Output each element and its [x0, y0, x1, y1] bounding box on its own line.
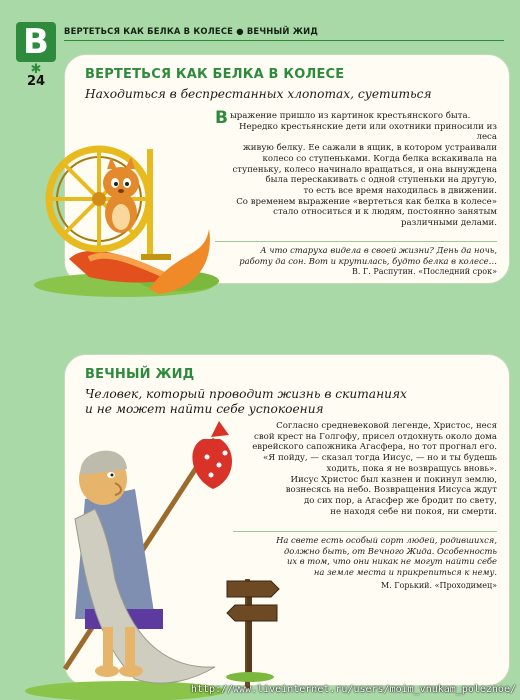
body-line: то есть все время находилась в движении.: [303, 185, 497, 196]
body-line: различными делами.: [401, 218, 497, 229]
page-number: 24: [26, 74, 46, 89]
body-line: до сих пор, а Агасфер же бродит по свету,: [303, 495, 497, 506]
quote-attribution: М. Горький. «Проходимец»: [380, 581, 497, 590]
subtitle-line: Человек, который проводит жизнь в скитаниях: [85, 387, 407, 401]
literary-quote: [215, 241, 497, 266]
body-line: ступеньку, колесо начинало вращаться, и она вынуждена: [232, 164, 497, 175]
star-icon: ✱: [30, 62, 42, 77]
body-line: Согласно средневековой легенде, Христос, неся: [276, 421, 497, 431]
quote-line: работу да сон. Вот и крутилась, будто белка в колесе…: [239, 255, 497, 266]
article-body: [215, 108, 497, 229]
body-line: живую белку. Ее сажали в ящик, в котором устраивали: [242, 143, 497, 154]
article-subtitle: Находиться в беспрестанных хлопотах, суетиться: [85, 87, 432, 101]
article-title: ВЕРТЕТЬСЯ КАК БЕЛКА В КОЛЕСЕ: [85, 67, 345, 82]
body-line: ыражение пришло из картинок крестьянского быта.: [229, 111, 471, 121]
source-url-watermark: http://www.liveinternet.ru/users/moim_vnukam_poleznoe/: [190, 684, 516, 695]
article-card-squirrel: [64, 54, 510, 284]
quote-line: на земле места и прикрепиться к нему.: [313, 566, 497, 577]
quote-line: А что старуха видела в своей жизни? День да ночь,: [260, 245, 497, 255]
body-line: не находя себе ни покоя, ни смерти.: [330, 506, 497, 517]
article-title: ВЕЧНЫЙ ЖИД: [85, 367, 195, 382]
body-line: стало относиться и к людям, постоянно занятым: [273, 207, 497, 218]
article-body: [215, 421, 497, 517]
body-line: Нередко крестьянские дети или охотники приносили из леса: [238, 121, 497, 143]
subtitle-line: и не может найти себе успокоения: [85, 402, 324, 416]
section-letter-badge: В: [16, 22, 56, 62]
quote-line: их в том, что они никак не могут найти себе: [286, 556, 497, 567]
body-line: Иисус Христос был казнен и покинул землю,: [290, 474, 497, 485]
dropcap: В: [215, 108, 228, 128]
body-line: была перескакивать с одной ступеньки на другую,: [265, 175, 497, 186]
body-line: Со временем выражение «вертеться как белка в колесе»: [236, 196, 497, 207]
body-line: ходить, пока я не возвращусь вновь».: [326, 463, 497, 474]
body-line: колесо со ступеньками. Когда белка вскакивала на: [262, 153, 497, 164]
quote-line: должно быть, от Вечного Жида. Особенность: [283, 545, 497, 556]
squirrel-wheel-illustration: [29, 109, 219, 299]
body-line: «Я пойду, — сказал тогда Иисус, — но и ты будешь: [263, 453, 497, 464]
article-card-wandering-jew: [64, 354, 510, 686]
running-head: ВЕРТЕТЬСЯ КАК БЕЛКА В КОЛЕСЕ ● ВЕЧНЫЙ ЖИД: [64, 22, 504, 41]
quote-attribution: В. Г. Распутин. «Последний срок»: [352, 267, 497, 276]
literary-quote: [233, 531, 497, 577]
quote-line: На свете есть особый сорт людей, родившихся,: [276, 535, 497, 545]
body-line: еврейского сапожника Агасфера, но тот прогнал его.: [252, 442, 497, 453]
body-line: свой крест на Голгофу, присел отдохнуть около дома: [254, 431, 497, 442]
body-line: вознесясь на небо. Возвращения Иисуса ждут: [285, 485, 497, 496]
